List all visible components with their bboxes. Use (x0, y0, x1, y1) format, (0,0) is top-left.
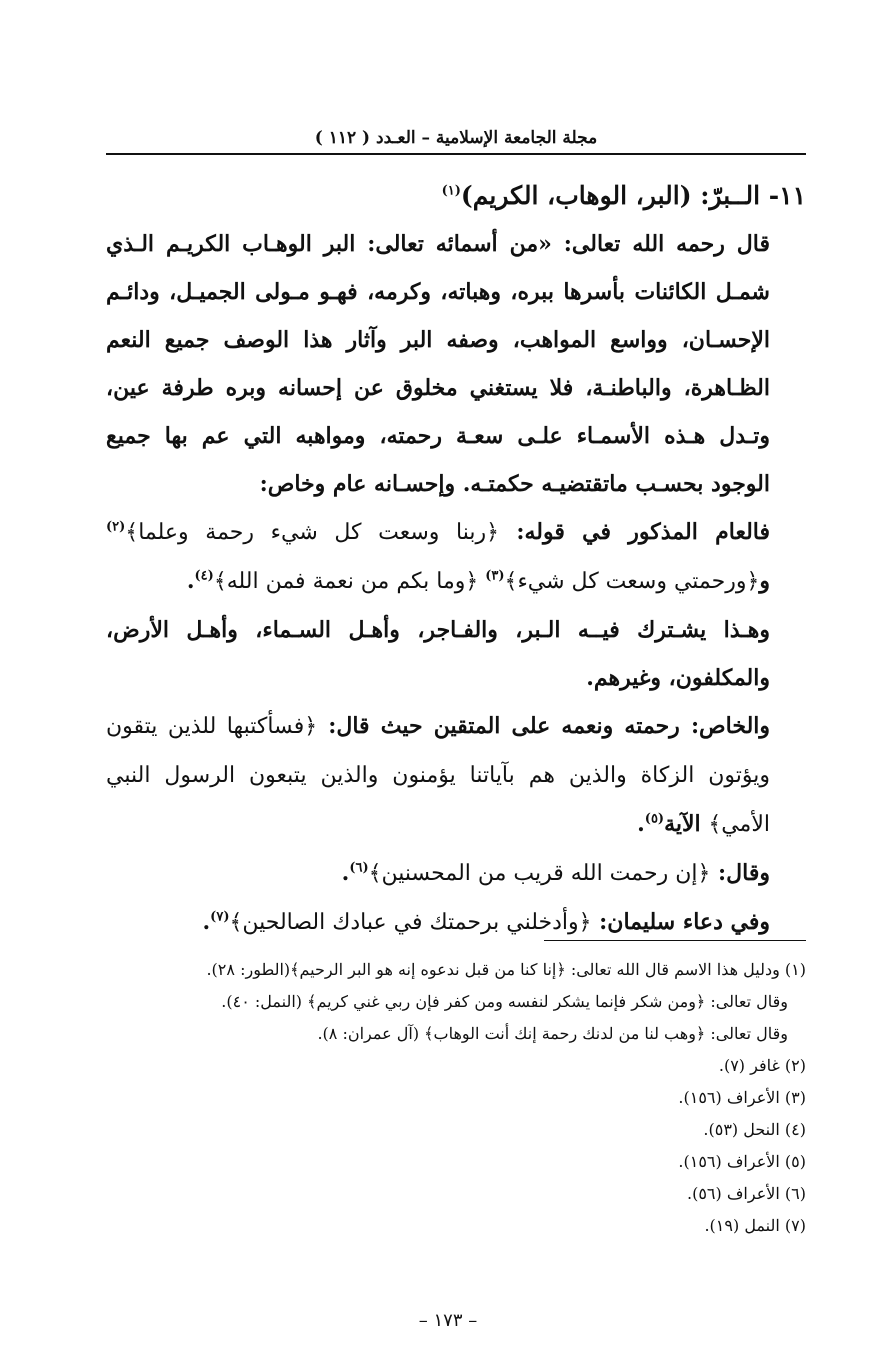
footnote-rule (544, 940, 806, 941)
footnote-4: (٤) النحل (٥٣). (703, 1120, 806, 1139)
paragraph-4-tail: الآية (664, 811, 709, 837)
footnote-ref-1: (١) (441, 183, 461, 199)
quran-quote-5: ﴿إن رحمت الله قريب من المحسنين﴾ (368, 861, 711, 886)
footnote-ref-7: (٧) (210, 909, 230, 925)
footnotes (106, 954, 806, 1242)
footnote-6: (٦) الأعراف (٥٦). (687, 1184, 806, 1203)
paragraph-2 (106, 508, 806, 606)
main-text (106, 172, 806, 947)
paragraph-5-end: . (341, 860, 350, 886)
paragraph-6-intro: وفي دعاء سليمان: (591, 909, 770, 935)
paragraph-4-end: . (637, 811, 645, 837)
paragraph-2-mid: و (759, 568, 770, 594)
quran-quote-1: ﴿ربنا وسعت كل شيء رحمة وعلما﴾ (125, 520, 500, 545)
footnote-5: (٥) الأعراف (١٥٦). (678, 1152, 806, 1171)
footnote-ref-5: (٥) (644, 811, 665, 827)
footnote-1-cont-b: وقال تعالى: ﴿وهب لنا من لدنك رحمة إنك أنت الوهاب﴾ (آل عمران: ٨). (317, 1024, 788, 1043)
quran-quote-2: ﴿ورحمتي وسعت كل شيء﴾ (504, 569, 760, 594)
footnote-ref-4: (٤) (194, 568, 214, 584)
footnote-ref-6: (٦) (349, 860, 369, 876)
footnote-1: (١) ودليل هذا الاسم قال الله تعالى: ﴿إنا كنا من قبل ندعوه إنه هو البر الرحيم﴾(الطور: ٢٨). (206, 960, 806, 979)
quran-quote-4: ﴿فسأكتبها للذين يتقون ويؤتون الزكاة والذين هم بآياتنا يؤمنون والذين يتبعون الرسول النبي الأمي﴾ (106, 714, 770, 837)
paragraph-1: قال رحمه الله تعالى: «من أسمائه تعالى: البر الوهـاب الكريـم الـذي شمـل الكائنات بأسرها ببره، وهباته، وكرمه، فهـو مـولى الجميـل، ودائـم الإحسـان، وواسع المواهب، وصفه البر وآثار هذا الوصف جميع النعم الظـاهرة، والباطنـة، فلا يستغني مخلوق عن إحسانه وبره طرفة عين، وتـدل هـذه الأسمـاء علـى سعـة رحمته، ومواهبه التي عم بها جميع الوجود بحسـب ماتقتضيـه حكمتـه. وإحسـانه عام وخاص: (106, 231, 770, 497)
footnote-2: (٢) غافر (٧). (718, 1056, 806, 1075)
section-title-text: ١١- الــبرّ: (البر، الوهاب، الكريم) (460, 181, 806, 210)
footnote-3: (٣) الأعراف (١٥٦). (678, 1088, 806, 1107)
paragraph-2-end: . (186, 568, 195, 594)
footnote-7: (٧) النمل (١٩). (704, 1216, 806, 1235)
quran-quote-3: ﴿وما بكم من نعمة فمن الله﴾ (213, 569, 486, 594)
section-title (106, 172, 806, 220)
paragraph-4-intro: والخاص: رحمته ونعمه على المتقين حيث قال: (317, 713, 771, 739)
footnote-1-cont-a: وقال تعالى: ﴿ومن شكر فإنما يشكر لنفسه ومن كفر فإن ربي غني كريم﴾ (النمل: ٤٠). (221, 992, 788, 1011)
paragraph-4 (106, 702, 806, 849)
footnote-ref-2: (٢) (106, 519, 126, 535)
footnote-ref-3: (٣) (485, 568, 505, 584)
paragraph-3: وهـذا يشـترك فيــه الـبر، والفـاجر، وأهـل السـماء، وأهـل الأرض، والمكلفون، وغيرهم. (106, 617, 770, 691)
quran-quote-6: ﴿وأدخلني برحمتك في عبادك الصالحين﴾ (229, 910, 592, 935)
header-rule (106, 153, 806, 155)
paragraph-5 (106, 849, 806, 898)
paragraph-2-intro: فالعام المذكور في قوله: (499, 519, 770, 545)
paragraph-6-end: . (202, 909, 211, 935)
page-number: – ١٧٣ – (418, 1310, 478, 1331)
running-header: مجلة الجامعة الإسلامية – العـدد ( ١١٢ ) (314, 128, 598, 148)
paragraph-5-intro: وقال: (710, 860, 770, 886)
